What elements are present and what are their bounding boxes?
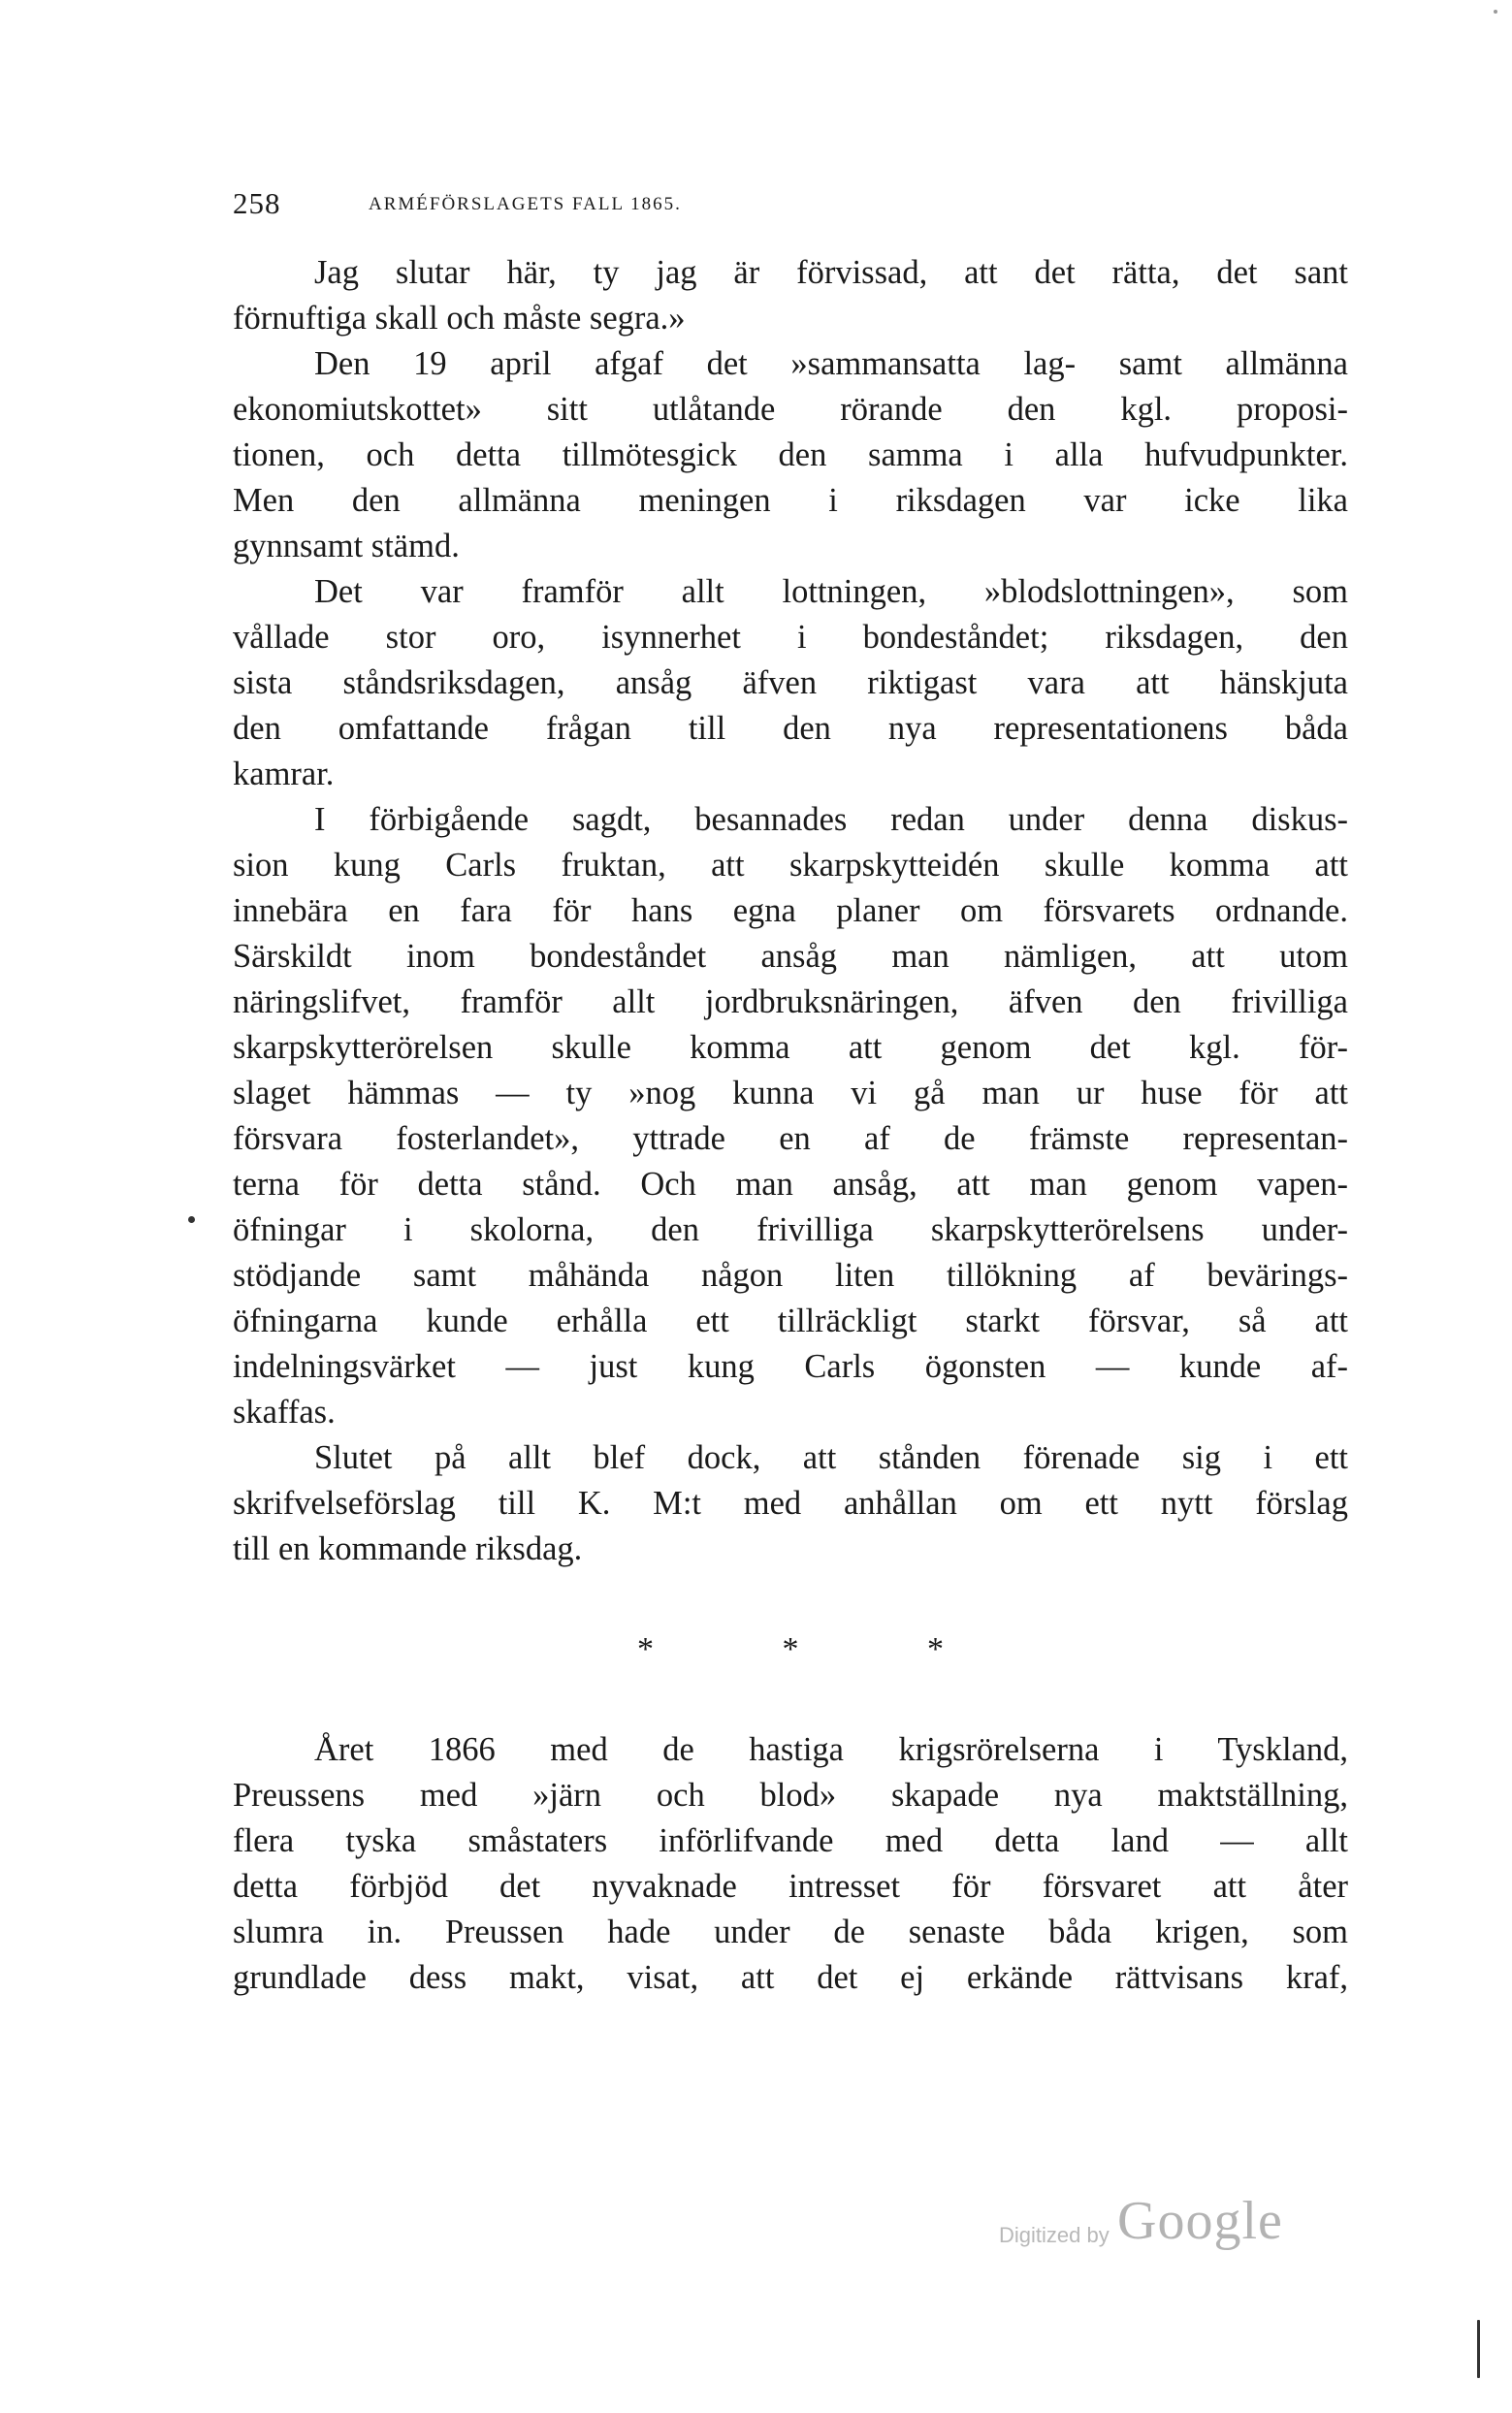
text-line: I förbigående sagdt, besannades redan under denna diskus- (314, 801, 1348, 838)
text-line: ekonomiutskottet» sitt utlåtande rörande den kgl. proposi- (233, 391, 1348, 428)
spacer (233, 1689, 1348, 1727)
text-line: skaffas. (233, 1394, 336, 1431)
text-line: tionen, och detta tillmötesgick den samma i alla hufvudpunkter. (233, 436, 1348, 473)
section-separator: * * * (637, 1631, 1004, 1667)
text-line: förnuftiga skall och måste segra.» (233, 300, 686, 337)
paragraph (233, 1435, 1348, 1572)
watermark-small-text: Digitized by (999, 2223, 1110, 2247)
paragraph (233, 250, 1348, 341)
text-line: Men den allmänna meningen i riksdagen var icke lika (233, 482, 1348, 519)
text-line: Jag slutar här, ty jag är förvissad, att det rätta, det sant (314, 254, 1348, 291)
text-line: kamrar. (233, 756, 335, 792)
text-line: indelningsvärket — just kung Carls ögonsten — kunde af- (233, 1348, 1348, 1385)
text-line: slaget hämmas — ty »nog kunna vi gå man ur huse för att (233, 1075, 1348, 1111)
spacer (233, 1572, 1348, 1611)
text-line: den omfattande frågan till den nya representationens båda (233, 710, 1348, 747)
paragraph (233, 1727, 1348, 2001)
text-line: gynnsamt stämd. (233, 528, 460, 564)
watermark-logo-text: Google (1117, 2191, 1283, 2251)
text-line: flera tyska småstaters införlifvande med detta land — allt (233, 1822, 1348, 1859)
body-text (233, 250, 1348, 2001)
text-line: Året 1866 med de hastiga krigsrörelserna i Tyskland, (314, 1731, 1348, 1768)
text-line: skarpskytterörelsen skulle komma att genom det kgl. för- (233, 1029, 1348, 1066)
page-number: 258 (233, 186, 281, 220)
text-line: innebära en fara för hans egna planer om försvarets ordnande. (233, 892, 1348, 929)
text-line: vållade stor oro, isynnerhet i bondeståndet; riksdagen, den (233, 619, 1348, 656)
text-line: grundlade dess makt, visat, att det ej erkände rättvisans kraf, (233, 1959, 1348, 1996)
text-line: Det var framför allt lottningen, »blodslottningen», som (314, 573, 1348, 610)
scan-edge-mark (1477, 2320, 1480, 2378)
text-line: öfningar i skolorna, den frivilliga skarpskytterörelsens under- (233, 1211, 1348, 1248)
text-line: försvara fosterlandet», yttrade en af de främste representan- (233, 1120, 1348, 1157)
text-line: Särskildt inom bondeståndet ansåg man nämligen, att utom (233, 938, 1348, 975)
scan-speck (1494, 10, 1497, 14)
text-line: detta förbjöd det nyvaknade intresset för försvaret att åter (233, 1868, 1348, 1905)
text-line: terna för detta stånd. Och man ansåg, att man genom vapen- (233, 1166, 1348, 1203)
text-line: Preussens med »järn och blod» skapade nya maktställning, (233, 1777, 1348, 1814)
text-line: näringslifvet, framför allt jordbruksnäringen, äfven den frivilliga (233, 983, 1348, 1020)
text-line: stödjande samt måhända någon liten tillökning af bevärings- (233, 1257, 1348, 1294)
text-line: öfningarna kunde erhålla ett tillräckligt starkt försvar, så att (233, 1303, 1348, 1339)
paragraph (233, 569, 1348, 797)
scan-speck (188, 1216, 195, 1223)
text-line: skrifvelseförslag till K. M:t med anhållan om ett nytt förslag (233, 1485, 1348, 1522)
text-line: Den 19 april afgaf det »sammansatta lag- samt allmänna (314, 345, 1348, 382)
text-line: till en kommande riksdag. (233, 1530, 583, 1567)
text-line: sista ståndsriksdagen, ansåg äfven riktigast vara att hänskjuta (233, 664, 1348, 701)
paragraph (233, 797, 1348, 1435)
text-line: sion kung Carls fruktan, att skarpskytteidén skulle komma att (233, 847, 1348, 884)
paragraph (233, 341, 1348, 569)
running-head: ARMÉFÖRSLAGETS FALL 1865. (369, 194, 682, 214)
digitized-watermark (999, 2190, 1319, 2258)
text-line: Slutet på allt blef dock, att stånden förenade sig i ett (314, 1439, 1348, 1476)
text-line: slumra in. Preussen hade under de senaste båda krigen, som (233, 1914, 1348, 1950)
page-header (233, 186, 1348, 225)
